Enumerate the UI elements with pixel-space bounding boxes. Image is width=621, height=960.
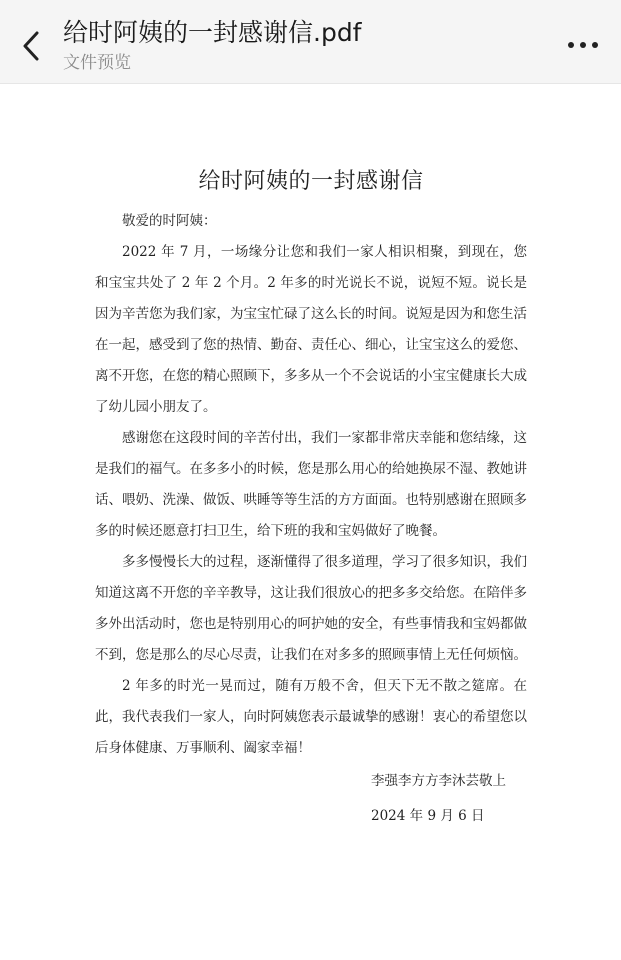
document-heading: 给时阿姨的一封感谢信 [198, 169, 424, 194]
title-area [63, 16, 541, 75]
paragraph: 2 年多的时光一晃而过，随有万般不舍，但天下无不散之筵席。在此，我代表我们一家人，向时阿姨您表示最诚挚的感谢！衷心的希望您以后身体健康、万事顺利、阖家幸福！ [95, 678, 527, 756]
paragraph: 2022 年 7 月，一场缘分让您和我们一家人相识相聚，到现在，您和宝宝共处了 2 年 2 个月。2 年多的时光说长不说，说短不短。说长是因为辛苦您为我们家，为宝宝忙碌了这么长的时间。说短是因为和您生活在一起，感受到了您的热情、勤奋、责任心、细心，让宝宝这么的爱您、离不开您，在您的精心照顾下，多多从一个不会说话的小宝宝健康长大成了幼儿园小朋友了。 [95, 244, 527, 415]
pdf-preview[interactable] [0, 84, 621, 960]
file-title: 给时阿姨的一封感谢信.pdf [63, 18, 362, 47]
paragraph: 多多慢慢长大的过程，逐渐懂得了很多道理，学习了很多知识，我们知道这离不开您的辛辛教导，这让我们很放心的把多多交给您。在陪伴多多外出活动时，您也是特别用心的呵护她的安全，有些事情我和宝妈都做不到，您是那么的尽心尽责，让我们在对多多的照顾事情上无任何烦恼。 [95, 554, 527, 663]
letter-date: 2024 年 9 月 6 日 [371, 808, 485, 824]
back-button[interactable] [14, 26, 48, 66]
paragraph: 感谢您在这段时间的辛苦付出，我们一家都非常庆幸能和您结缘，这是我们的福气。在多多小的时候，您是那么用心的给她换尿不湿、教她讲话、喂奶、洗澡、做饭、哄睡等等生活的方方面面。也特别感谢在照顾多多的时候还愿意打扫卫生，给下班的我和宝妈做好了晚餐。 [95, 430, 527, 539]
more-button[interactable] [563, 28, 603, 62]
top-bar [0, 0, 621, 84]
file-subtitle: 文件预览 [63, 53, 131, 73]
pdf-page-content [95, 164, 527, 832]
signature: 李强李方方李沐芸敬上 [371, 773, 506, 789]
chevron-left-icon [21, 30, 41, 62]
salutation: 敬爱的时阿姨： [122, 213, 217, 229]
more-horizontal-icon [567, 41, 599, 49]
